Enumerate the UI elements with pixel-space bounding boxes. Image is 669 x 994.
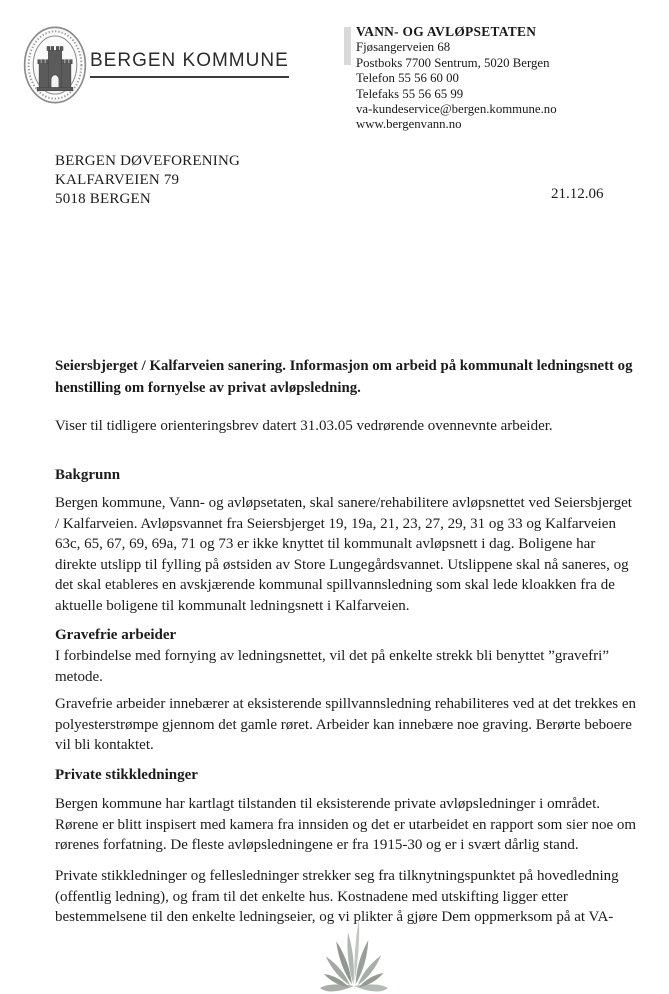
letter-date: 21.12.06 — [551, 186, 604, 202]
recipient-address-block — [55, 152, 240, 209]
department-name: VANN- OG AVLØPSETATEN — [356, 24, 537, 39]
contact-email: va-kundeservice@bergen.kommune.no — [356, 102, 557, 117]
header-accent-bar — [344, 27, 351, 65]
contact-fax: Telefaks 55 56 65 99 — [356, 86, 464, 101]
contact-website: www.bergenvann.no — [356, 117, 462, 132]
contact-postbox: Postboks 7700 Sentrum, 5020 Bergen — [356, 55, 550, 70]
bergen-kommune-wordmark: BERGEN KOMMUNE — [90, 50, 289, 78]
section-heading-gravefrie-arbeider: Gravefrie arbeider — [55, 627, 177, 643]
subject-line: Seiersbjerget / Kalfarveien sanering. Informasjon om arbeid på kommunalt ledningsnett og henstilling om fornyelse av privat avløpsledning. — [55, 358, 633, 396]
contact-phone: Telefon 55 56 60 00 — [356, 71, 459, 86]
recipient-street: KALFARVEIEN 79 — [55, 172, 180, 188]
intro-paragraph: Viser til tidligere orienteringsbrev datert 31.03.05 vedrørende ovennevnte arbeider. — [55, 418, 553, 434]
contact-street: Fjøsangerveien 68 — [356, 40, 451, 55]
section-paragraph: Private stikkledninger og fellesledninger strekker seg fra tilknytningspunktet på hovedledning (offentlig ledning), og fram til det enkelte hus. Kostnadene med utskifting ligger etter bestemmelsene til den enkelte ledningseier, og vi plikter å gjøre Dem oppmerksom på at VA- — [55, 868, 619, 926]
section-paragraph: Bergen kommune har kartlagt tilstanden til eksisterende private avløpsledninger i området. Rørene er blitt inspisert med kamera fra innsiden og det er utarbeidet en rapport som sier noe om rørenes forfatning. De fleste avløpsledningene er fra 1915-30 og er i svært dårlig stand. — [55, 796, 637, 854]
section-paragraph: I forbindelse med fornying av ledningsnettet, vil det på enkelte strekk bli benyttet ”gravefri” metode. — [55, 648, 609, 685]
section-heading-bakgrunn: Bakgrunn — [55, 467, 121, 483]
leaf-frond-watermark-icon — [298, 916, 410, 994]
sender-contact-block — [356, 24, 557, 133]
bergen-city-seal-icon — [22, 24, 88, 111]
section-paragraph: Bergen kommune, Vann- og avløpsetaten, skal sanere/rehabilitere avløpsnettet ved Seiersbjerget / Kalfarveien. Avløpsvannet fra Seiersbjerget 19, 19a, 21, 23, 27, 29, 31 og 33 og Kalfarveien 63c, 65, 67, 69, 69a, 71 og 73 er ikke knyttet til kommunalt avløpsnett i dag. Boligene har direkte utslipp til fylling på østsiden av Store Lungegårdsvannet. Utslippene skal nå saneres, og det skal etableres en avskjærende kommunal spillvannsledning som skal lede kloakken fra de aktuelle boligene til kommunalt ledningsnett i Kalfarveien. — [55, 495, 632, 614]
section-heading-private-stikkledninger: Private stikkledninger — [55, 767, 198, 783]
recipient-city: 5018 BERGEN — [55, 191, 151, 207]
recipient-name: BERGEN DØVEFORENING — [55, 153, 241, 169]
section-paragraph: Gravefrie arbeider innebærer at eksisterende spillvannsledning rehabiliteres ved at det trekkes en polyesterstrømpe gjennom det gamle røret. Arbeider kan innebære noe graving. Berørte beboere vil bli kontaktet. — [55, 696, 637, 754]
